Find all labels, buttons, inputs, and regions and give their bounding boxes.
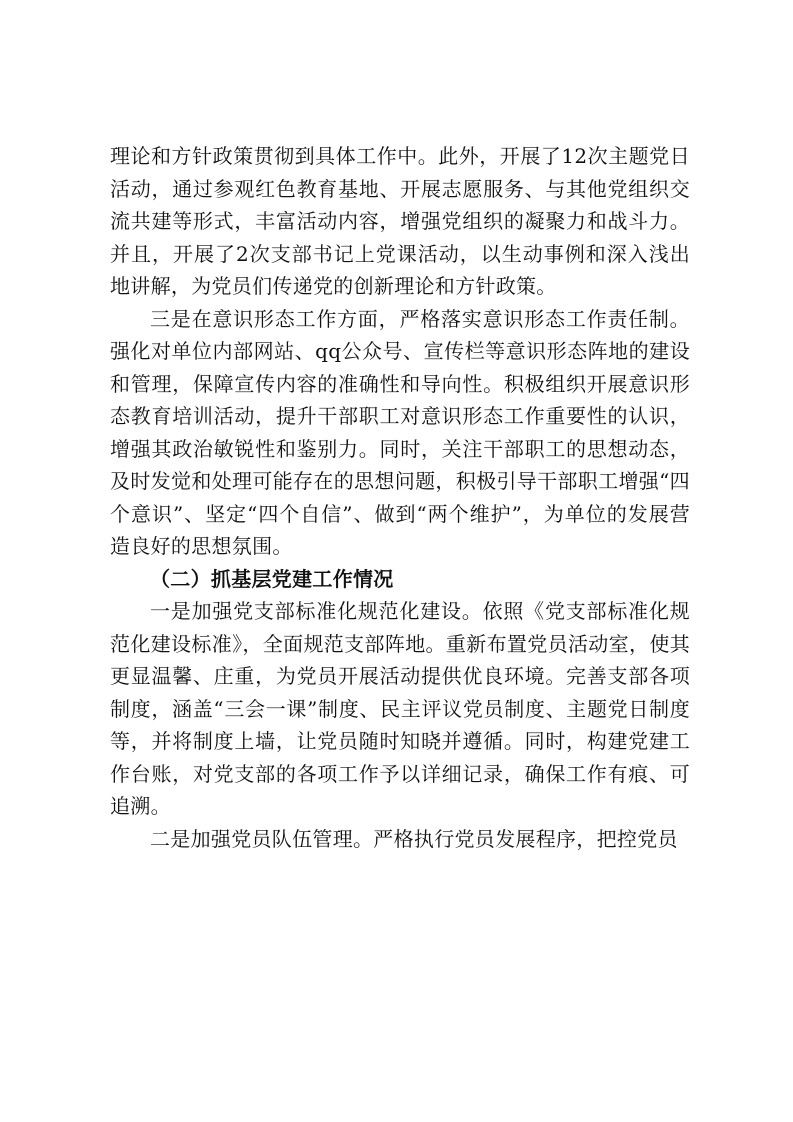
- paragraph-member-management: 二是加强党员队伍管理。严格执行党员发展程序，把控党员: [150, 826, 678, 851]
- section-heading: （二）抓基层党建工作情况: [150, 566, 394, 591]
- document-body: [110, 140, 690, 855]
- paragraph-branch-standardization: 一是加强党支部标准化规范化建设。依照《党支部标准化规范化建设标准》，全面规范支部阵地。重新布置党员活动室，使其更显温馨、庄重，为党员开展活动提供优良环境。完善支部各项制度，涵盖“三会一课”制度、民主评议党员制度、主题党日制度等，并将制度上墙，让党员随时知晓并遵循。同时，构建党建工作台账，对党支部的各项工作予以详细记录，确保工作有痕、可追溯。: [110, 599, 690, 818]
- paragraph-ideology-work: 三是在意识形态工作方面，严格落实意识形态工作责任制。强化对单位内部网站、qq公众号、宣传栏等意识形态阵地的建设和管理，保障宣传内容的准确性和导向性。积极组织开展意识形态教育培训活动，提升干部职工对意识形态工作重要性的认识，增强其政治敏锐性和鉴别力。同时，关注干部职工的思想动态，及时发觉和处理可能存在的思想问题，积极引导干部职工增强“四个意识”、坚定“四个自信”、做到“两个维护”，为单位的发展营造良好的思想氛围。: [110, 306, 690, 558]
- paragraph-continuation: 理论和方针政策贯彻到具体工作中。此外，开展了12次主题党日活动，通过参观红色教育基地、开展志愿服务、与其他党组织交流共建等形式，丰富活动内容，增强党组织的凝聚力和战斗力。并且，开展了2次支部书记上党课活动，以生动事例和深入浅出地讲解，为党员们传递党的创新理论和方针政策。: [110, 144, 690, 298]
